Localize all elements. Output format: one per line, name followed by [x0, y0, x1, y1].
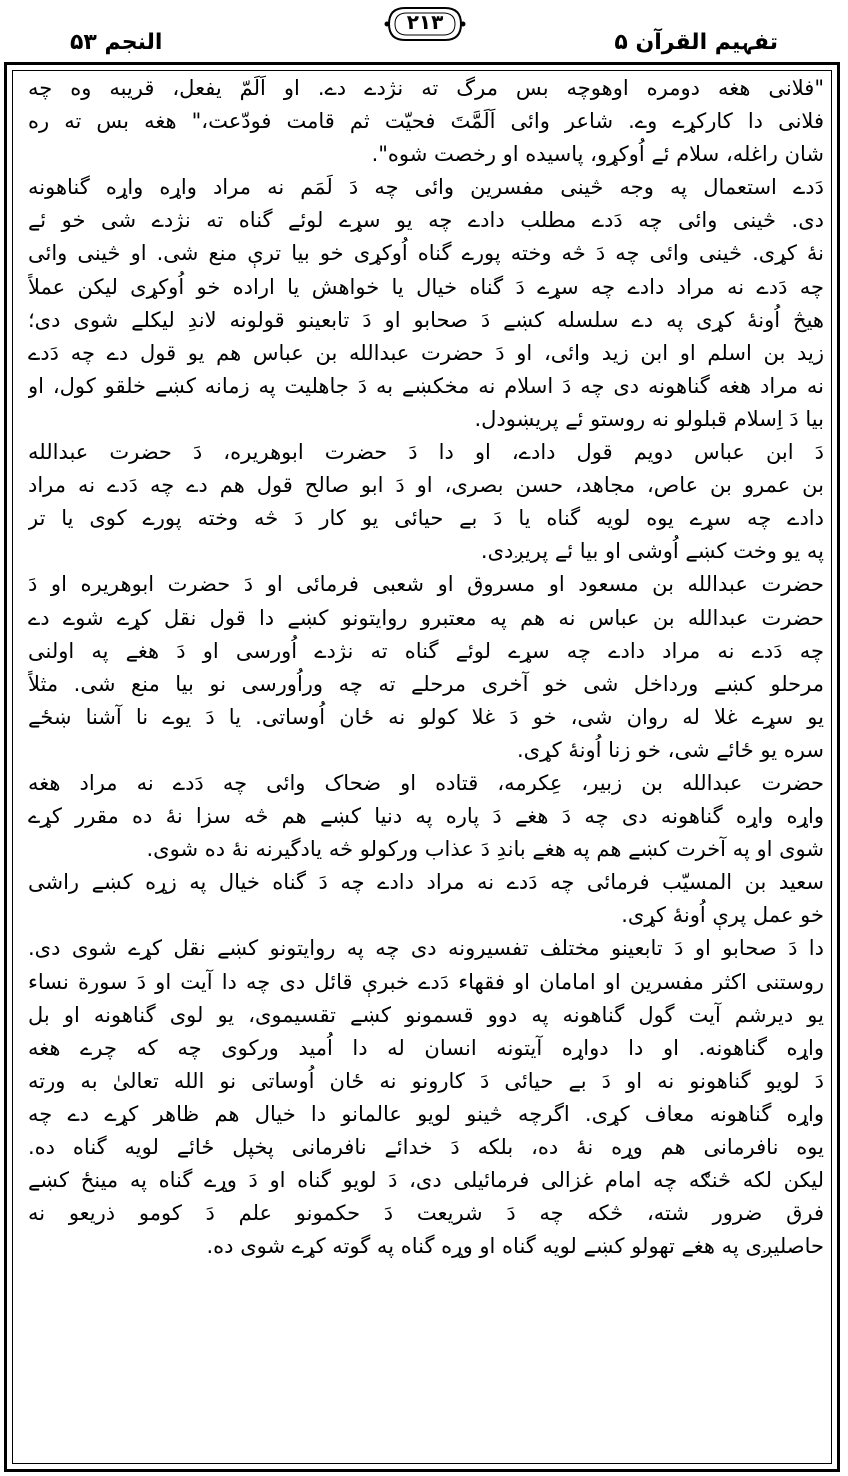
text-line: "فلانی هغه دومره اوهوچه بس مرگ ته نژدے دے. او اَلَمّ یفعل، قریبه وه چه: [28, 76, 824, 100]
text-line: هیڅ اُونهٔ کړی په دے سلسله کښے دَ صحابو او دَ تابعینو قولونه لاندِ لیکلے شوی دی؛: [28, 307, 824, 332]
body-text: [28, 72, 824, 1464]
text-line: په یو وخت کښے اُوشی او بیا ئے پریږدی.: [480, 539, 824, 564]
page-number-medallion: [383, 4, 467, 44]
text-line: چه دَدے نه مراد دادے چه سړے دَ گناه خیال یا خواهش یا اراده خو اُوکړی لیکن عملاً: [28, 274, 824, 299]
text-line: دَ لویو گناهونو نه او دَ بے حیائی دَ کارونو نه ځان اُوساتی نو الله تعالیٰ به ورته: [28, 1068, 824, 1093]
text-line: یو سړے غلا له روان شی، خو دَ غلا کولو نه ځان اُوساتی. یا دَ یوے نا آشنا ښځے: [28, 704, 824, 729]
text-line: حاصلیږی په هغے تهولو کښے لویه گناه او وړه گناه په گوته کړے شوی ده.: [206, 1234, 824, 1259]
text-line: سره یو ځائے شی، خو زنا اُونهٔ کړی.: [516, 737, 824, 762]
text-line: خو عمل پرې اُونهٔ کړی.: [621, 903, 824, 928]
text-line: دی. څینی وائی چه دَدے مطلب دادے چه یو سړے لوئے گناه ته نژدے شی خو ئے: [28, 208, 824, 233]
text-line: دَ ابن عباس دویم قول دادے، او دا دَ حضرت ابوهریره، دَ حضرت عبدالله: [28, 440, 824, 465]
text-line: حضرت عبدالله بن زبیر، عِکرمه، قتاده او ضحاک وائی چه دَدے نه مراد هغه: [28, 770, 824, 795]
page-number: ۲۱۳: [406, 10, 444, 34]
text-line: نهٔ کړی. څینی وائی چه دَ څه وخته پورے گناه اُوکړی خو بیا ترې منع شی. او څینی وائی: [28, 241, 824, 266]
text-line: سعید بن المسیّب فرمائی چه دَدے نه مراد دادے چه دَ گناه خیال په زړه کښے راشی: [28, 870, 824, 895]
text-line: بن عمرو بن عاص، مجاهد، حسن بصری، او دَ ابو صالح قول هم دے چه دَدے نه مراد: [28, 473, 824, 498]
text-line: فرق ضرور شته، څکه چه دَ شریعت دَ حکمونو علم دَ کومو ذریعو نه: [28, 1201, 824, 1226]
page-header: [0, 0, 848, 60]
book-title: تفہیم القرآن ۵: [614, 30, 778, 55]
text-line: یوه نافرمانی هم وړه نهٔ ده، بلکه دَ خدائے نافرمانی پخپل ځائے لویه گناه ده.: [28, 1135, 824, 1159]
text-line: دادے چه سړے یوه لویه گناه یا دَ بے حیائی یو کار دَ څه وخته پورے کوی یا تر: [28, 506, 824, 531]
text-line: حضرت عبدالله بن مسعود او مسروق او شعبی فرمائی او دَ حضرت ابوهریره او دَ: [28, 572, 824, 597]
text-line: دا دَ صحابو او دَ تابعینو مختلف تفسیرونه دی چه په روایتونو کښے نقل کړے شوی دی.: [28, 936, 824, 961]
text-line: شوی او په آخرت کښے هم په هغے باندِ دَ عذاب ورکولو څه یادگیرنه نهٔ ده شوی.: [146, 837, 824, 862]
text-line: بیا دَ اِسلام قبلولو نه روستو ئے پریښودل.: [474, 406, 824, 431]
text-line: روستنی اکثر مفسرین او امامان او فقهاء دَدے خبرې قائل دی چه دا آیت او دَ سورة نساء: [28, 969, 824, 994]
text-line: یو دیرشم آیت گول گناهونه په دوو قسمونو کښے تقسیموی، یو لوی گناهونه او بل: [28, 1002, 824, 1027]
text-line: چه دَدے نه مراد دادے چه سړے لوئے گناه ته نژدے اُورسی او دَ هغے په اولنی: [28, 638, 824, 663]
text-line: لیکن لکه څنګه چه امام غزالی فرمائیلی دی، دَ لویو گناه او دَ وړے گناه په مینځ کښے: [28, 1168, 824, 1193]
text-line: واړه گناهونه معاف کړی. اگرچه څینو لویو عالمانو دا خیال هم ظاهر کړے دے چه: [28, 1101, 824, 1126]
text-line: واړه واړه گناهونه دی چه دَ هغے دَ پاره په دنیا کښے هم څه سزا نهٔ ده مقرر کړے: [28, 804, 824, 829]
text-line: حضرت عبدالله بن عباس نه هم په معتبرو روایتونو کښے دا قول نقل کړے شوے دے: [28, 605, 824, 630]
surah-title: النجم ۵۳: [70, 30, 163, 55]
text-line: دَدے استعمال په وجه څینی مفسرین وائی چه دَ لَمَم نه مراد واړه واړه گناهونه: [28, 175, 824, 200]
text-line: فلانی دا کارکړے وے. شاعر وائی اَلَمَّتَ فحیّت ثم قامت فودّعت،" هغه بس ته ره: [28, 109, 824, 134]
text-line: مرحلو کښے ورداخل شی خو آخری مرحلے ته چه وراُورسی نو بیا منع شی. مثلاً: [28, 671, 824, 696]
text-line: شان راغله، سلام ئے اُوکړو، پاسیده او رخصت شوه".: [371, 142, 824, 167]
text-line: واړه گناهونه. او دا دواړه آیتونه انسان له دا اُمید ورکوی چه که چرے هغه: [28, 1035, 824, 1060]
text-line: زید بن اسلم او ابن زید وائی، او دَ حضرت عبدالله بن عباس هم یو قول دے چه دَدے: [28, 340, 824, 365]
text-line: نه مراد هغه گناهونه دی چه دَ اسلام نه مخکښے به دَ جاهلیت په زمانه کښے خلقو کول، او: [28, 373, 824, 398]
